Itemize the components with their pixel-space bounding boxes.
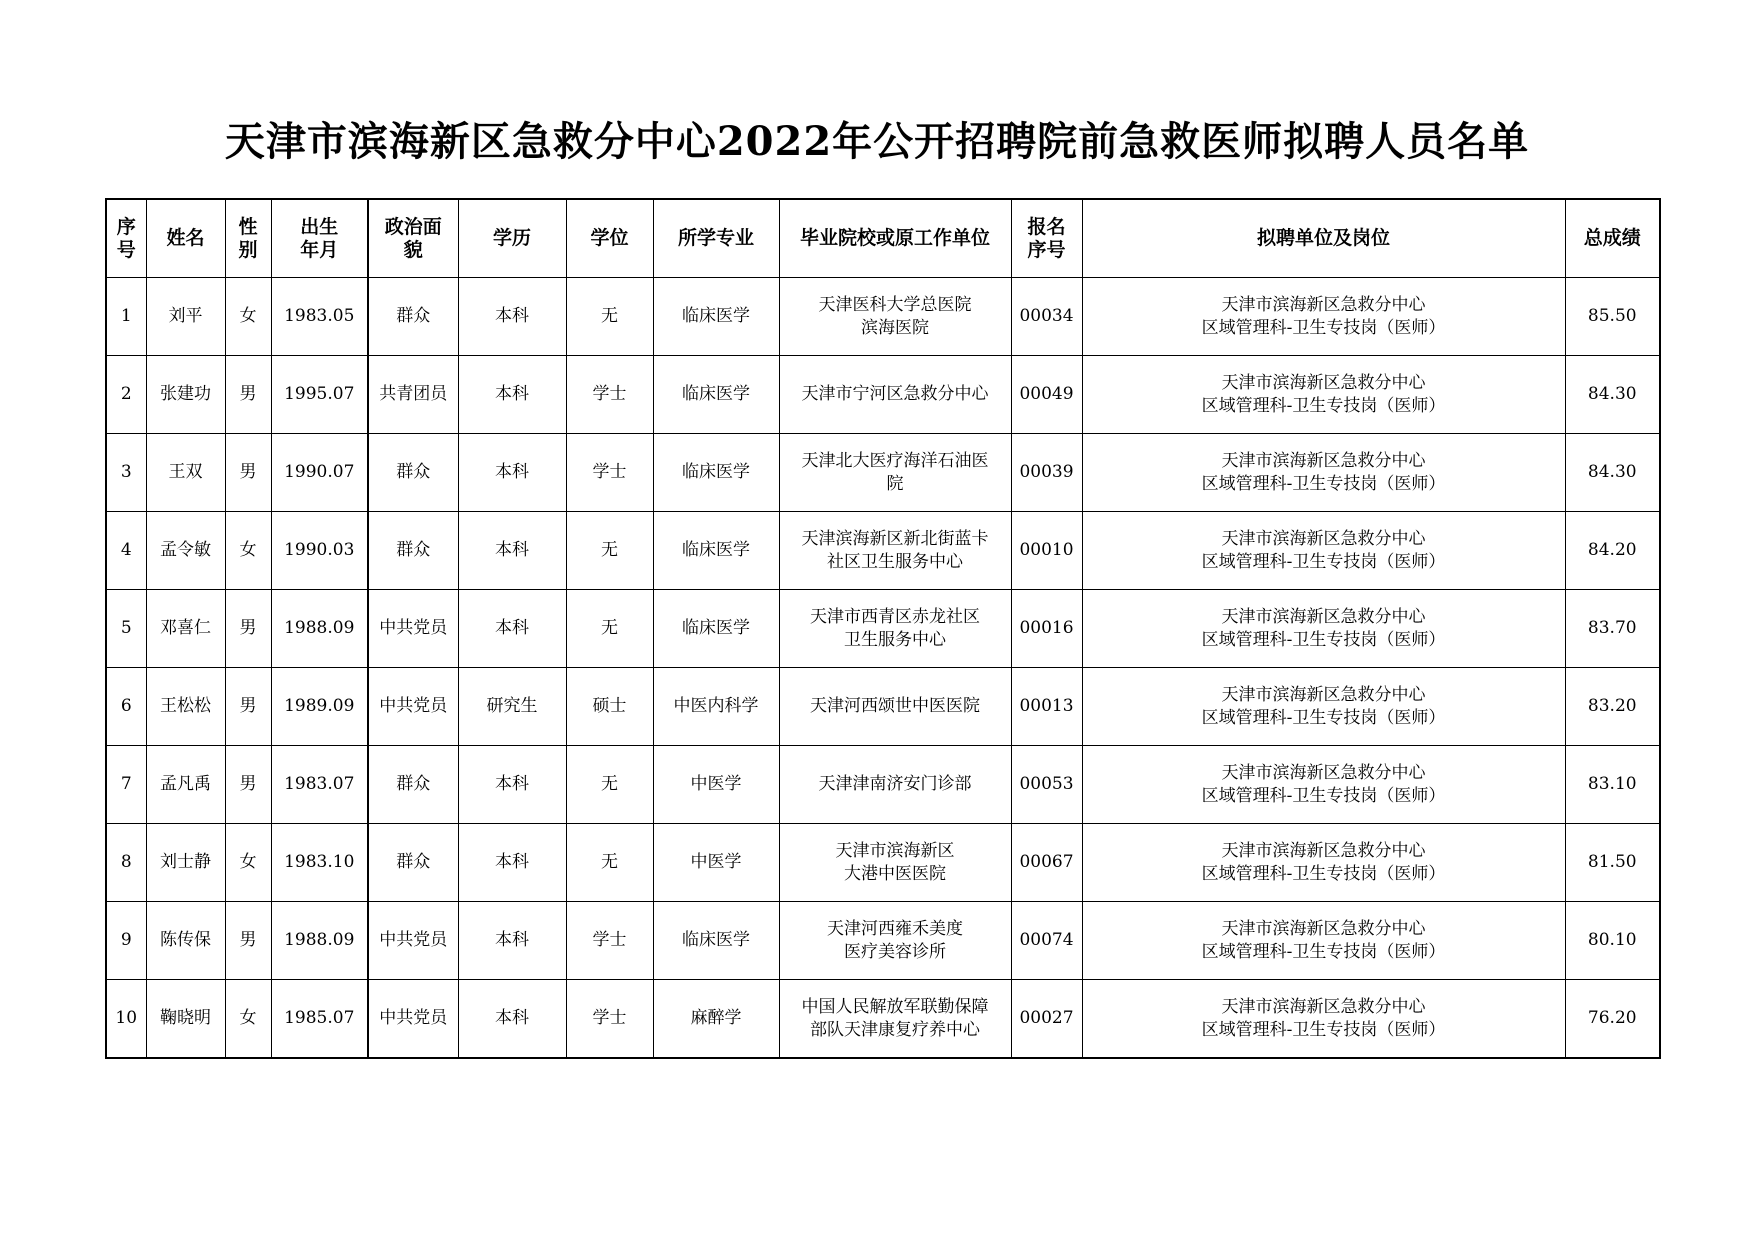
- table-row: [106, 278, 1660, 356]
- cell-education: 本科: [458, 590, 566, 668]
- cell-seq: 2: [106, 356, 146, 434]
- table-row: [106, 902, 1660, 980]
- cell-major: 中医内科学: [653, 668, 779, 746]
- cell-political: 群众: [368, 746, 458, 824]
- cell-position: 天津市滨海新区急救分中心 区域管理科-卫生专技岗（医师）: [1082, 980, 1565, 1059]
- cell-political: 中共党员: [368, 902, 458, 980]
- cell-seq: 3: [106, 434, 146, 512]
- cell-degree: 硕士: [566, 668, 653, 746]
- cell-position: 天津市滨海新区急救分中心 区域管理科-卫生专技岗（医师）: [1082, 512, 1565, 590]
- cell-position: 天津市滨海新区急救分中心 区域管理科-卫生专技岗（医师）: [1082, 668, 1565, 746]
- cell-degree: 学士: [566, 902, 653, 980]
- cell-reg-no: 00074: [1011, 902, 1082, 980]
- cell-school: 天津市西青区赤龙社区 卫生服务中心: [779, 590, 1011, 668]
- cell-seq: 6: [106, 668, 146, 746]
- cell-major: 临床医学: [653, 278, 779, 356]
- cell-gender: 男: [225, 746, 271, 824]
- cell-education: 本科: [458, 434, 566, 512]
- cell-seq: 8: [106, 824, 146, 902]
- cell-score: 84.30: [1565, 434, 1660, 512]
- cell-position: 天津市滨海新区急救分中心 区域管理科-卫生专技岗（医师）: [1082, 590, 1565, 668]
- table-row: [106, 356, 1660, 434]
- cell-score: 84.20: [1565, 512, 1660, 590]
- cell-name: 孟凡禹: [146, 746, 225, 824]
- cell-degree: 无: [566, 824, 653, 902]
- header-education: 学历: [458, 199, 566, 278]
- cell-political: 群众: [368, 824, 458, 902]
- header-name: 姓名: [146, 199, 225, 278]
- cell-school: 天津医科大学总医院 滨海医院: [779, 278, 1011, 356]
- cell-reg-no: 00039: [1011, 434, 1082, 512]
- cell-political: 群众: [368, 278, 458, 356]
- cell-degree: 无: [566, 278, 653, 356]
- cell-education: 本科: [458, 356, 566, 434]
- cell-score: 81.50: [1565, 824, 1660, 902]
- cell-school: 天津滨海新区新北街蓝卡 社区卫生服务中心: [779, 512, 1011, 590]
- cell-school: 天津河西雍禾美度 医疗美容诊所: [779, 902, 1011, 980]
- cell-political: 中共党员: [368, 980, 458, 1059]
- table-row: [106, 668, 1660, 746]
- header-reg-no: 报名 序号: [1011, 199, 1082, 278]
- cell-score: 85.50: [1565, 278, 1660, 356]
- cell-birth: 1983.05: [271, 278, 368, 356]
- cell-name: 王松松: [146, 668, 225, 746]
- cell-name: 张建功: [146, 356, 225, 434]
- cell-score: 83.70: [1565, 590, 1660, 668]
- cell-major: 临床医学: [653, 434, 779, 512]
- cell-school: 天津北大医疗海洋石油医 院: [779, 434, 1011, 512]
- header-political: 政治面 貌: [368, 199, 458, 278]
- table-row: [106, 746, 1660, 824]
- cell-political: 中共党员: [368, 668, 458, 746]
- cell-gender: 女: [225, 980, 271, 1059]
- cell-degree: 学士: [566, 980, 653, 1059]
- cell-seq: 9: [106, 902, 146, 980]
- cell-education: 本科: [458, 746, 566, 824]
- cell-gender: 女: [225, 512, 271, 590]
- header-score: 总成绩: [1565, 199, 1660, 278]
- cell-name: 邓喜仁: [146, 590, 225, 668]
- cell-birth: 1989.09: [271, 668, 368, 746]
- cell-birth: 1983.07: [271, 746, 368, 824]
- cell-name: 鞠晓明: [146, 980, 225, 1059]
- cell-reg-no: 00013: [1011, 668, 1082, 746]
- cell-score: 83.20: [1565, 668, 1660, 746]
- cell-position: 天津市滨海新区急救分中心 区域管理科-卫生专技岗（医师）: [1082, 356, 1565, 434]
- cell-school: 天津市宁河区急救分中心: [779, 356, 1011, 434]
- cell-name: 陈传保: [146, 902, 225, 980]
- cell-score: 76.20: [1565, 980, 1660, 1059]
- cell-education: 本科: [458, 980, 566, 1059]
- cell-score: 83.10: [1565, 746, 1660, 824]
- header-seq: 序 号: [106, 199, 146, 278]
- cell-school: 天津河西颂世中医医院: [779, 668, 1011, 746]
- cell-seq: 10: [106, 980, 146, 1059]
- table-row: [106, 512, 1660, 590]
- cell-reg-no: 00010: [1011, 512, 1082, 590]
- header-gender: 性 别: [225, 199, 271, 278]
- header-major: 所学专业: [653, 199, 779, 278]
- cell-degree: 无: [566, 590, 653, 668]
- cell-birth: 1988.09: [271, 590, 368, 668]
- table-row: [106, 824, 1660, 902]
- cell-education: 本科: [458, 278, 566, 356]
- cell-major: 临床医学: [653, 902, 779, 980]
- cell-gender: 男: [225, 356, 271, 434]
- cell-seq: 1: [106, 278, 146, 356]
- cell-education: 本科: [458, 512, 566, 590]
- cell-reg-no: 00016: [1011, 590, 1082, 668]
- cell-degree: 学士: [566, 434, 653, 512]
- cell-score: 80.10: [1565, 902, 1660, 980]
- cell-birth: 1995.07: [271, 356, 368, 434]
- cell-name: 孟令敏: [146, 512, 225, 590]
- cell-major: 麻醉学: [653, 980, 779, 1059]
- cell-position: 天津市滨海新区急救分中心 区域管理科-卫生专技岗（医师）: [1082, 278, 1565, 356]
- table-row: [106, 980, 1660, 1059]
- cell-gender: 女: [225, 824, 271, 902]
- cell-degree: 学士: [566, 356, 653, 434]
- cell-education: 研究生: [458, 668, 566, 746]
- candidate-table: [105, 198, 1661, 1059]
- cell-seq: 4: [106, 512, 146, 590]
- cell-reg-no: 00034: [1011, 278, 1082, 356]
- cell-birth: 1988.09: [271, 902, 368, 980]
- cell-reg-no: 00067: [1011, 824, 1082, 902]
- header-school: 毕业院校或原工作单位: [779, 199, 1011, 278]
- cell-position: 天津市滨海新区急救分中心 区域管理科-卫生专技岗（医师）: [1082, 746, 1565, 824]
- header-position: 拟聘单位及岗位: [1082, 199, 1565, 278]
- cell-birth: 1985.07: [271, 980, 368, 1059]
- table-row: [106, 590, 1660, 668]
- cell-school: 天津市滨海新区 大港中医医院: [779, 824, 1011, 902]
- table-row: [106, 434, 1660, 512]
- cell-school: 中国人民解放军联勤保障 部队天津康复疗养中心: [779, 980, 1011, 1059]
- table-header-row: [106, 199, 1660, 278]
- cell-political: 中共党员: [368, 590, 458, 668]
- cell-birth: 1983.10: [271, 824, 368, 902]
- cell-position: 天津市滨海新区急救分中心 区域管理科-卫生专技岗（医师）: [1082, 902, 1565, 980]
- cell-political: 群众: [368, 434, 458, 512]
- cell-degree: 无: [566, 512, 653, 590]
- page-title: 天津市滨海新区急救分中心2022年公开招聘院前急救医师拟聘人员名单: [224, 118, 1530, 165]
- cell-position: 天津市滨海新区急救分中心 区域管理科-卫生专技岗（医师）: [1082, 434, 1565, 512]
- cell-reg-no: 00027: [1011, 980, 1082, 1059]
- cell-seq: 7: [106, 746, 146, 824]
- cell-birth: 1990.03: [271, 512, 368, 590]
- cell-position: 天津市滨海新区急救分中心 区域管理科-卫生专技岗（医师）: [1082, 824, 1565, 902]
- cell-birth: 1990.07: [271, 434, 368, 512]
- cell-reg-no: 00053: [1011, 746, 1082, 824]
- header-degree: 学位: [566, 199, 653, 278]
- cell-name: 王双: [146, 434, 225, 512]
- cell-gender: 男: [225, 590, 271, 668]
- cell-gender: 男: [225, 434, 271, 512]
- cell-degree: 无: [566, 746, 653, 824]
- cell-major: 中医学: [653, 746, 779, 824]
- cell-major: 临床医学: [653, 512, 779, 590]
- cell-seq: 5: [106, 590, 146, 668]
- cell-education: 本科: [458, 902, 566, 980]
- cell-major: 中医学: [653, 824, 779, 902]
- cell-reg-no: 00049: [1011, 356, 1082, 434]
- cell-name: 刘平: [146, 278, 225, 356]
- cell-gender: 男: [225, 668, 271, 746]
- cell-gender: 女: [225, 278, 271, 356]
- cell-political: 群众: [368, 512, 458, 590]
- cell-school: 天津津南济安门诊部: [779, 746, 1011, 824]
- cell-education: 本科: [458, 824, 566, 902]
- cell-major: 临床医学: [653, 590, 779, 668]
- cell-gender: 男: [225, 902, 271, 980]
- cell-political: 共青团员: [368, 356, 458, 434]
- cell-major: 临床医学: [653, 356, 779, 434]
- header-birth: 出生 年月: [271, 199, 368, 278]
- cell-name: 刘士静: [146, 824, 225, 902]
- cell-score: 84.30: [1565, 356, 1660, 434]
